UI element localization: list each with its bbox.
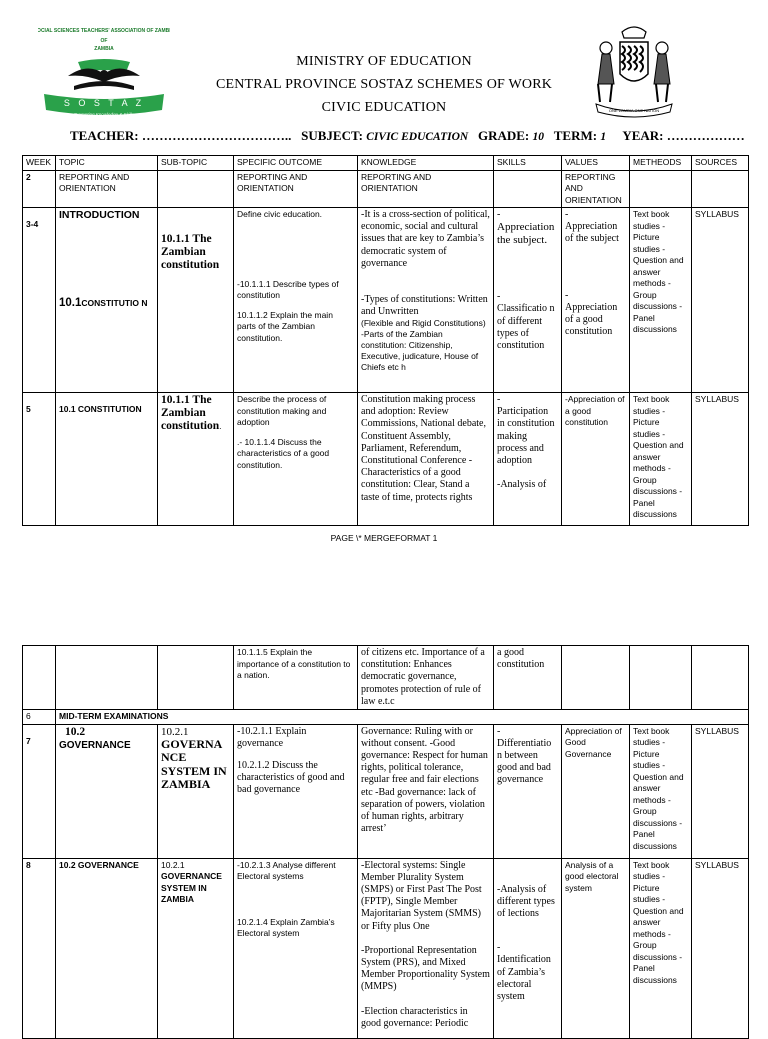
logo-top-text: SOCIAL SCIENCES TEACHERS' ASSOCIATION OF ZAMBIA	[38, 28, 170, 34]
table-row	[23, 170, 749, 208]
week-cell: 8	[23, 858, 56, 1038]
skills-cell	[494, 858, 562, 1038]
knowledge-characteristics: -Election characteristics in good governance: Periodic	[361, 1005, 469, 1029]
sources-cell	[692, 170, 749, 208]
subject-label: SUBJECT:	[301, 128, 364, 143]
methods-cell: Text book studies -Picture studies -Question and answer methods -Group discussions -Panel discussions	[630, 393, 692, 526]
skills-cell: a good constitution	[494, 646, 562, 710]
topic-constitution: CONSTITUTIO N	[81, 298, 148, 308]
methods-cell	[630, 646, 692, 710]
subtopic-text: GOVERNANCE SYSTEM IN ZAMBIA	[161, 871, 222, 905]
values-appreciation-subject: Appreciation of the subject	[565, 221, 619, 245]
year-dots: ………………	[666, 128, 745, 143]
values-dash: -	[565, 289, 569, 301]
document-header	[0, 50, 768, 119]
week-cell: 6	[23, 710, 56, 725]
midterm-row	[23, 710, 749, 725]
teacher-dots: ……………………………..	[141, 128, 292, 143]
col-sources-header: SOURCES	[692, 156, 749, 171]
table-row	[23, 724, 749, 858]
midterm-cell: MID-TERM EXAMINATIONS	[56, 710, 749, 725]
skills-classification: Classificatio n of different types of constitution	[497, 303, 555, 352]
svg-text:OF: OF	[100, 38, 108, 44]
subtopic-text: GOVERNA NCE SYSTEM IN ZAMBIA	[161, 736, 227, 792]
topic-number: 10.1	[59, 297, 82, 309]
outcome-cell: 10.1.1.5 Explain the importance of a constitution to a nation.	[234, 646, 358, 710]
values-cell: Appreciation of Good Governance	[562, 724, 630, 858]
values-cell: -Appreciation of a good constitution	[562, 393, 630, 526]
col-week-header: WEEK	[23, 156, 56, 171]
year-label: YEAR:	[622, 128, 664, 143]
topic-cell	[56, 393, 158, 526]
col-knowledge-header: KNOWLEDGE	[358, 156, 494, 171]
topic-cell	[56, 646, 158, 710]
table-row	[23, 858, 749, 1038]
teacher-label: TEACHER:	[70, 128, 139, 143]
outcome-characteristics: .- 10.1.1.4 Discuss the characteristics of a good constitution.	[237, 436, 330, 470]
knowledge-cell: Governance: Ruling with or without consent. -Good governance: Respect for human rights, political tolerance, regular free and fair elections etc -Bad governance: lack of separation of powers, violation of human rights, arbitrary arrest’	[358, 724, 494, 858]
topic-value: 10.1 CONSTITUTION	[59, 404, 142, 414]
outcome-cell: REPORTING AND ORIENTATION	[234, 170, 358, 208]
subtopic-cell	[158, 858, 234, 1038]
skills-differentiation: Differentiatio n between good and bad governance	[497, 737, 552, 786]
sources-cell: SYLLABUS	[692, 393, 749, 526]
outcome-analyse: -10.2.1.3 Analyse different Electoral systems	[237, 859, 336, 882]
skills-cell	[494, 724, 562, 858]
outcome-parts: 10.1.1.2 Explain the main parts of the Zambian constitution.	[237, 309, 333, 343]
week-cell	[23, 393, 56, 526]
col-methods-header: METHEODS	[630, 156, 692, 171]
skills-cell	[494, 170, 562, 208]
skills-analysis: -Analysis of	[497, 479, 547, 491]
logo-motto-text: Promoting Knowledge & Skills	[73, 112, 135, 117]
topic-intro: INTRODUCTION	[59, 209, 140, 221]
logo-name-text: S O S T A Z	[63, 98, 145, 108]
knowledge-cell	[358, 208, 494, 393]
skills-identification: Identification of Zambia’s electoral system	[497, 954, 551, 1002]
outcome-cell	[234, 858, 358, 1038]
col-subtopic-header: SUB-TOPIC	[158, 156, 234, 171]
outcome-explain: 10.2.1.4 Explain Zambia’s Electoral system	[237, 916, 335, 939]
topic-number: 10.2	[65, 725, 86, 738]
grade-value: 10	[532, 131, 544, 143]
subtopic-cell	[158, 393, 234, 526]
week-value: 3-4	[26, 219, 39, 229]
values-cell: Analysis of a good electoral system	[562, 858, 630, 1038]
knowledge-definition: -It is a cross-section of political, economic, social and cultural issues that are key to Zambia’s democratic system of governance	[361, 209, 490, 269]
knowledge-proportional: -Proportional Representation System (PRS), and Mixed Member Proportionality System (MMPS)	[361, 944, 490, 993]
knowledge-cell: Constitution making process and adoption: Review Commissions, National debate, Constituent Assembly, Parliament, Referendum, Constitutional Conference -Characteristics of a good constitution: Clear, Stand a taste of time, protects rights	[358, 393, 494, 526]
knowledge-cell: of citizens etc. Importance of a constitution: Enhances democratic governance, promotes protection of rule of law e.t.c	[358, 646, 494, 710]
term-value: 1	[600, 131, 607, 143]
scheme-table-page2	[22, 645, 749, 1039]
methods-cell: Text book studies -Picture studies -Question and answer methods -Group discussions -Panel discussions	[630, 208, 692, 393]
subtopic-cell	[158, 724, 234, 858]
values-cell: REPORTING AND ORIENTATION	[562, 170, 630, 208]
topic-cell: 10.2 GOVERNANCE	[56, 858, 158, 1038]
table-row	[23, 646, 749, 710]
skills-cell	[494, 208, 562, 393]
knowledge-cell: REPORTING AND ORIENTATION	[358, 170, 494, 208]
week-value: 7	[26, 735, 31, 746]
skills-analysis: -Analysis of different types of lections	[497, 883, 555, 919]
subtopic-text: 10.1.1 The Zambian constitution	[161, 233, 220, 271]
col-topic-header: TOPIC	[56, 156, 158, 171]
methods-cell	[630, 170, 692, 208]
subtopic-cell	[158, 208, 234, 393]
sources-cell: SYLLABUS	[692, 724, 749, 858]
methods-cell: Text book studies -Picture studies -Question and answer methods -Group discussions -Panel discussions	[630, 724, 692, 858]
subject-title: CIVIC EDUCATION	[321, 100, 447, 115]
methods-cell: Text book studies -Picture studies -Question and answer methods -Group discussions -Panel discussions	[630, 858, 692, 1038]
col-values-header: VALUES	[562, 156, 630, 171]
outcome-discuss: 10.2.1.2 Discuss the characteristics of good and bad governance	[237, 759, 345, 796]
week-cell	[23, 724, 56, 858]
col-outcome-header: SPECIFIC OUTCOME	[234, 156, 358, 171]
knowledge-electoral: -Electoral systems: Single Member Plurality System (SMPS) or First Past The Post (FPTP), Single Member Majoritarian System (SMMS) or Fifty plus One	[361, 859, 482, 932]
page-footer: PAGE \* MERGEFORMAT 1	[330, 533, 438, 543]
sources-cell: SYLLABUS	[692, 858, 749, 1038]
province-title: CENTRAL PROVINCE SOSTAZ SCHEMES OF WORK	[215, 77, 553, 92]
values-cell	[562, 208, 630, 393]
knowledge-flexible: (Flexible and Rigid Constitutions)	[361, 318, 486, 329]
knowledge-parts: -Parts of the Zambian constitution: Citizenship, Executive, judicature, House of Chiefs etc h	[361, 329, 479, 373]
outcome-types: -10.1.1.1 Describe types of constitution	[237, 278, 339, 300]
term-label: TERM:	[553, 128, 598, 143]
values-dash: -	[565, 209, 569, 220]
topic-governance: GOVERNANCE	[59, 739, 131, 751]
skills-dash: -	[497, 394, 501, 405]
week-cell	[23, 646, 56, 710]
outcome-process: Describe the process of constitution making and adoption	[237, 394, 327, 427]
svg-text:ZAMBIA: ZAMBIA	[94, 46, 114, 52]
skills-participation: Participation in constitution making process and adoption	[497, 406, 555, 467]
ministry-title: MINISTRY OF EDUCATION	[296, 54, 472, 69]
sources-cell	[692, 646, 749, 710]
outcome-explain: -10.2.1.1 Explain governance	[237, 725, 307, 749]
topic-cell	[56, 208, 158, 393]
subtopic-number: 10.2.1	[161, 859, 185, 870]
skills-dash: -	[497, 942, 501, 954]
subtopic-dot: .	[219, 421, 222, 431]
sources-cell: SYLLABUS	[692, 208, 749, 393]
skills-dash: -	[497, 725, 501, 737]
outcome-cell	[234, 724, 358, 858]
table-row	[23, 393, 749, 526]
skills-dash: -	[497, 291, 501, 303]
skills-dash: -	[497, 209, 501, 220]
knowledge-cell	[358, 858, 494, 1038]
subtopic-value: 10.1.1 The Zambian constitution	[161, 394, 220, 432]
topic-cell	[56, 724, 158, 858]
knowledge-types: -Types of constitutions: Written and Unwritten	[361, 294, 488, 318]
subject-value: CIVIC EDUCATION	[366, 131, 469, 143]
grade-label: GRADE:	[477, 128, 530, 143]
header-row	[23, 156, 749, 171]
outcome-cell	[234, 393, 358, 526]
col-skills-header: SKILLS	[494, 156, 562, 171]
skills-cell	[494, 393, 562, 526]
arms-motto-text: ONE ZAMBIA ONE NATION	[608, 108, 660, 113]
outcome-cell	[234, 208, 358, 393]
outcome-define: Define civic education.	[237, 209, 323, 219]
subtopic-cell	[158, 646, 234, 710]
topic-cell: REPORTING AND ORIENTATION	[56, 170, 158, 208]
subtopic-cell	[158, 170, 234, 208]
week-value: 5	[26, 404, 31, 414]
scheme-table-page1	[22, 155, 749, 526]
values-appreciation-constitution: Appreciation of a good constitution	[565, 301, 618, 338]
subtopic-number: 10.2.1	[161, 725, 189, 738]
week-cell	[23, 208, 56, 393]
table-row	[23, 208, 749, 393]
week-cell: 2	[23, 170, 56, 208]
skills-appreciation: Appreciation the subject.	[497, 221, 555, 247]
teacher-info-line	[70, 128, 745, 144]
values-cell	[562, 646, 630, 710]
